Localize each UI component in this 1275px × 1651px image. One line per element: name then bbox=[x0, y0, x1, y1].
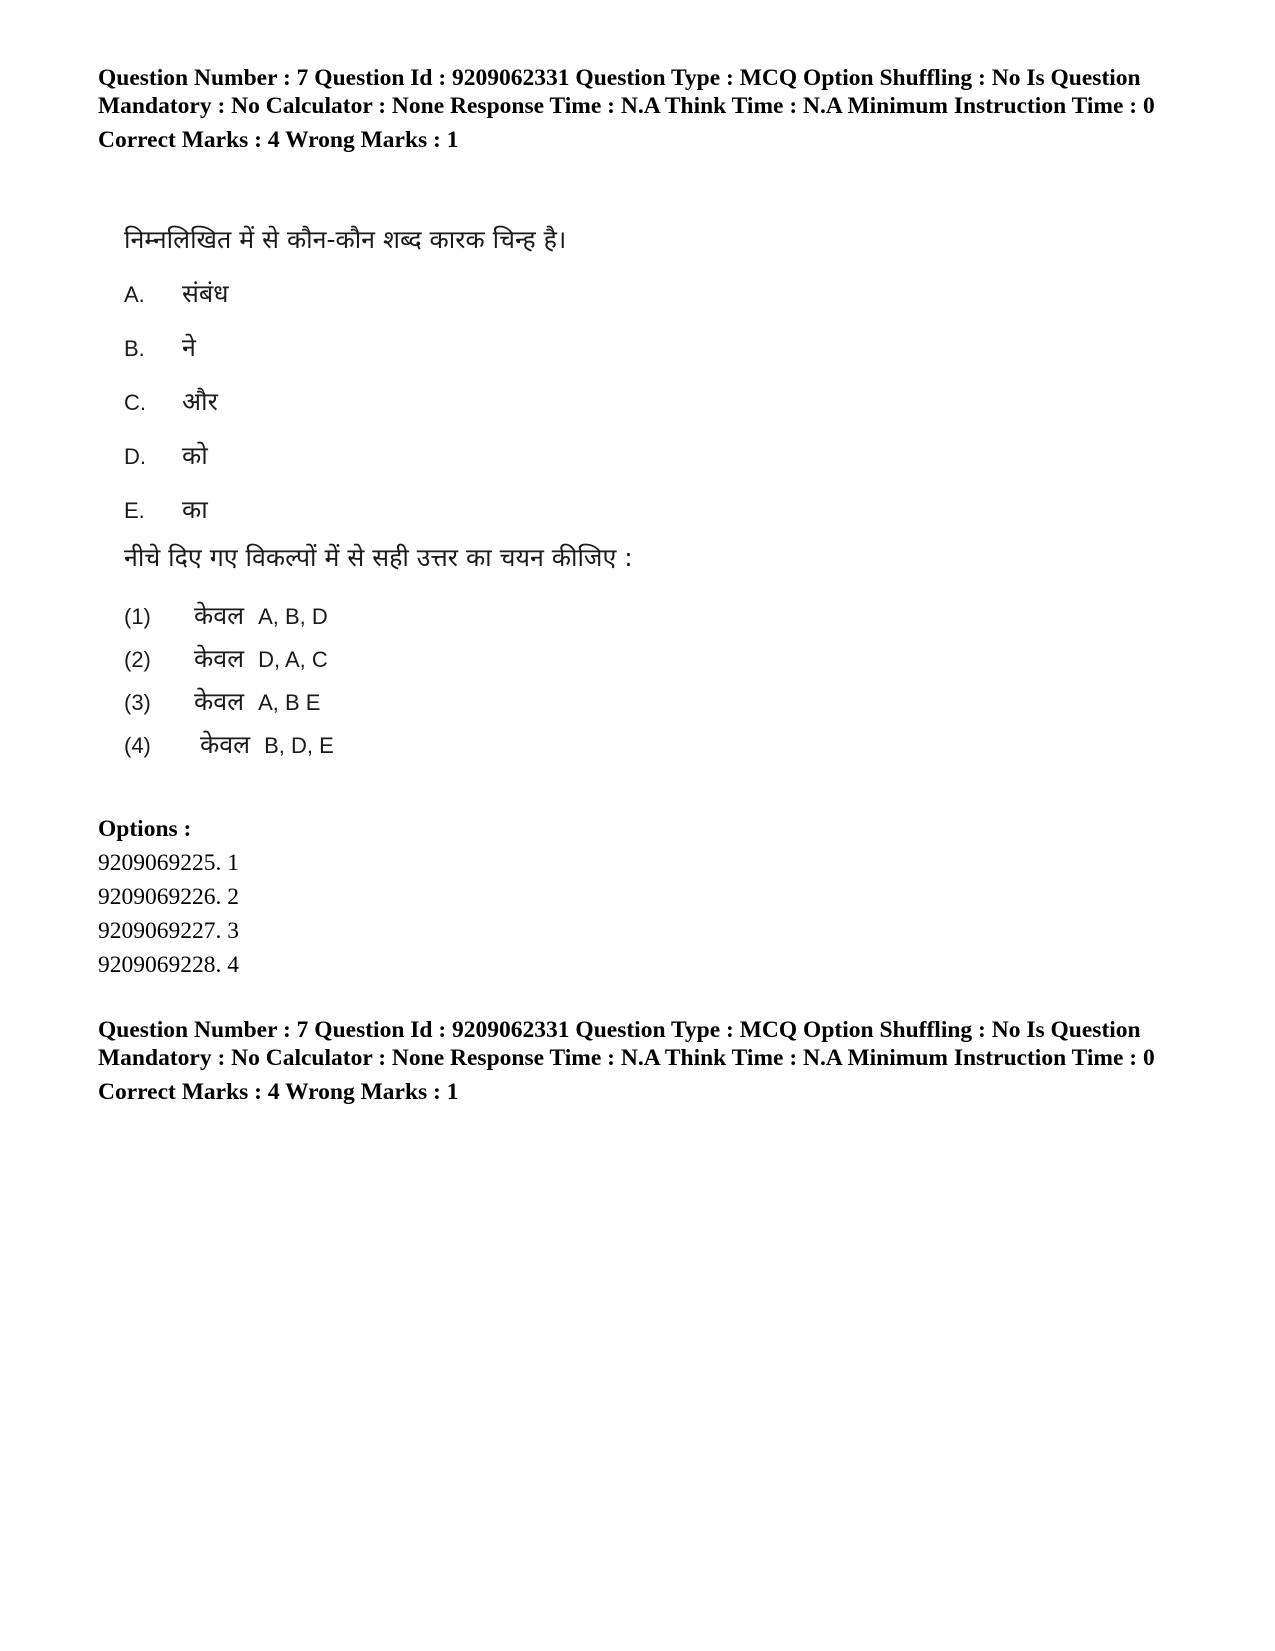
choice-number: (2) bbox=[124, 647, 151, 672]
marks-text: Correct Marks : 4 Wrong Marks : 1 bbox=[98, 127, 459, 153]
options-title: Options : bbox=[98, 816, 192, 842]
statement-letter: A. bbox=[124, 282, 145, 307]
marks-text: Correct Marks : 4 Wrong Marks : 1 bbox=[98, 1079, 459, 1105]
statement-letter: E. bbox=[124, 498, 145, 523]
statement-d bbox=[124, 438, 208, 472]
choice-3 bbox=[124, 684, 320, 718]
option-item: 9209069225. 1 bbox=[98, 850, 239, 876]
statement-text: और bbox=[182, 387, 218, 416]
option-item: 9209069228. 4 bbox=[98, 952, 239, 978]
question-header-1 bbox=[98, 64, 1188, 154]
statement-text: ने bbox=[182, 333, 196, 362]
statement-c bbox=[124, 384, 218, 418]
statement-letter: D. bbox=[124, 444, 146, 469]
statement-a bbox=[124, 276, 229, 310]
choice-prefix: केवल bbox=[194, 687, 245, 716]
choice-prefix: केवल bbox=[194, 644, 245, 673]
statement-text: संबंध bbox=[182, 279, 229, 308]
statement-text: का bbox=[182, 495, 208, 524]
question-instruction: नीचे दिए गए विकल्पों में से सही उत्तर का चयन कीजिए : bbox=[124, 543, 633, 572]
statement-b bbox=[124, 330, 196, 364]
choice-letters: B, D, E bbox=[264, 733, 334, 758]
statement-text: को bbox=[182, 441, 208, 470]
choice-number: (4) bbox=[124, 733, 151, 758]
question-header-2 bbox=[98, 1016, 1188, 1106]
choice-number: (3) bbox=[124, 690, 151, 715]
choice-letters: A, B E bbox=[258, 690, 321, 715]
statement-letter: C. bbox=[124, 390, 146, 415]
choice-prefix: केवल bbox=[200, 730, 251, 759]
question-meta-text: Question Number : 7 Question Id : 9209062331 Question Type : MCQ Option Shuffling : No Is Question Mandatory : No Calculator : None Response Time : N.A Think Time : N.A Minimum Instruction Time : 0 bbox=[98, 65, 1155, 119]
choice-1 bbox=[124, 598, 328, 632]
question-meta-text: Question Number : 7 Question Id : 9209062331 Question Type : MCQ Option Shuffling : No Is Question Mandatory : No Calculator : None Response Time : N.A Think Time : N.A Minimum Instruction Time : 0 bbox=[98, 1017, 1155, 1071]
option-item: 9209069226. 2 bbox=[98, 884, 239, 910]
choice-4 bbox=[124, 727, 334, 761]
question-image bbox=[124, 210, 764, 770]
choice-letters: D, A, C bbox=[258, 647, 328, 672]
choice-number: (1) bbox=[124, 604, 151, 629]
option-item: 9209069227. 3 bbox=[98, 918, 239, 944]
choice-2 bbox=[124, 641, 328, 675]
statement-letter: B. bbox=[124, 336, 145, 361]
question-stem: निम्नलिखित में से कौन-कौन शब्द कारक चिन्ह है। bbox=[124, 225, 567, 254]
options-list bbox=[98, 812, 239, 982]
choice-letters: A, B, D bbox=[258, 604, 328, 629]
choice-prefix: केवल bbox=[194, 601, 245, 630]
statement-e bbox=[124, 492, 208, 526]
